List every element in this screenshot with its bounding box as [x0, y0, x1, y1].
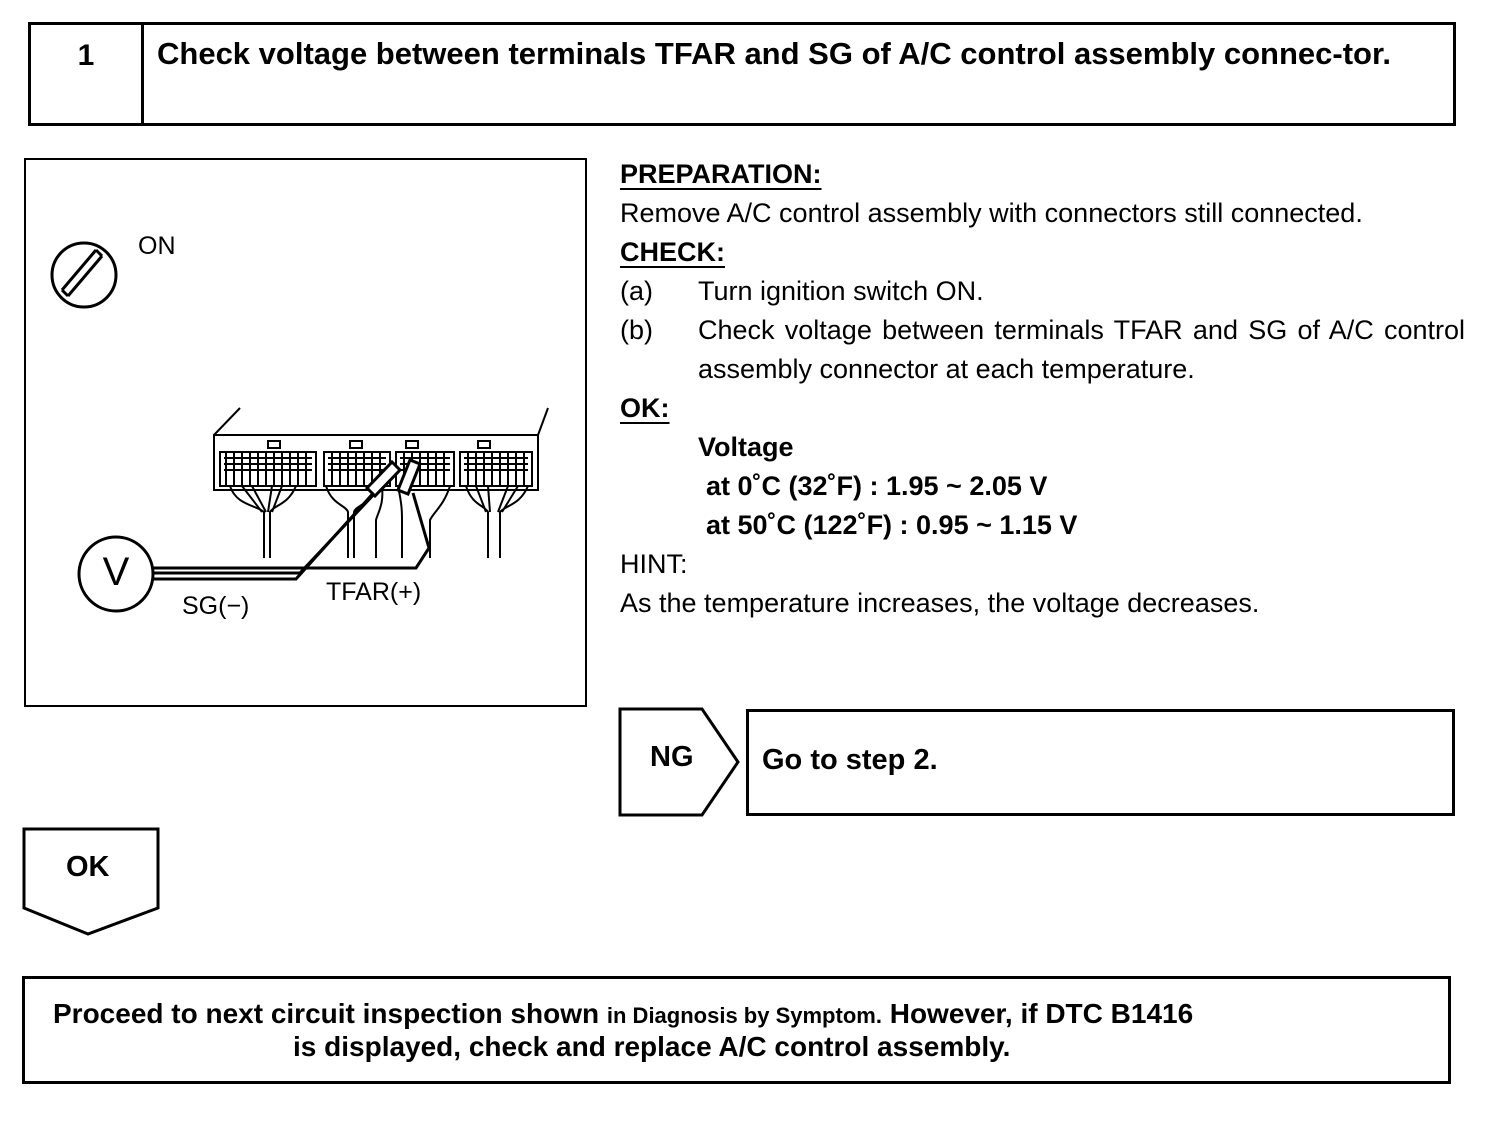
ng-action-box — [746, 709, 1455, 816]
result-part1: Proceed to next circuit inspection shown — [53, 998, 600, 1029]
check-step-text: Check voltage between terminals TFAR and SG of A/C control assembly connector at each temperature. — [698, 315, 1465, 384]
connector-illustration — [26, 160, 589, 709]
tfar-terminal-label: TFAR(+) — [326, 578, 422, 606]
preparation-text: Remove A/C control assembly with connectors still connected. — [620, 198, 1363, 228]
hint-text: As the temperature increases, the voltage decreases. — [620, 588, 1260, 618]
check-step-key: (a) — [620, 276, 653, 306]
step-title: Check voltage between terminals TFAR and SG of A/C control assembly connec-tor. — [157, 36, 1391, 71]
result-part3: However, if DTC B1416 — [889, 998, 1194, 1029]
check-heading: CHECK: — [620, 237, 725, 267]
check-step — [620, 272, 1465, 311]
result-line-1 — [53, 997, 1193, 1032]
ng-action-text: Go to step 2. — [762, 744, 938, 776]
connector-diagram — [24, 158, 587, 707]
hint-heading: HINT: — [620, 549, 688, 579]
ok-heading: OK: — [620, 393, 670, 423]
result-part2: in Diagnosis by Symptom. — [606, 1003, 882, 1028]
preparation-heading: PREPARATION: — [620, 159, 822, 189]
sg-terminal-label: SG(−) — [182, 592, 250, 620]
spec-line: at 0˚C (32˚F) : 1.95 ~ 2.05 V — [706, 471, 1048, 501]
ok-label: OK — [66, 851, 110, 883]
voltage-spec — [620, 428, 1465, 545]
result-box — [22, 976, 1451, 1084]
check-step-key: (b) — [620, 315, 653, 345]
check-step — [620, 311, 1465, 389]
ignition-switch-icon — [52, 243, 116, 307]
spec-line: at 50˚C (122˚F) : 0.95 ~ 1.15 V — [706, 510, 1078, 540]
instructions — [620, 155, 1465, 623]
spec-title: Voltage — [698, 432, 794, 462]
ng-label: NG — [650, 741, 694, 773]
step-number: 1 — [31, 25, 144, 123]
result-line-2: is displayed, check and replace A/C control assembly. — [293, 1031, 1011, 1062]
step-header — [28, 22, 1456, 126]
voltmeter-symbol: V — [102, 550, 130, 594]
check-step-text: Turn ignition switch ON. — [698, 276, 984, 306]
switch-on-label: ON — [138, 232, 176, 260]
